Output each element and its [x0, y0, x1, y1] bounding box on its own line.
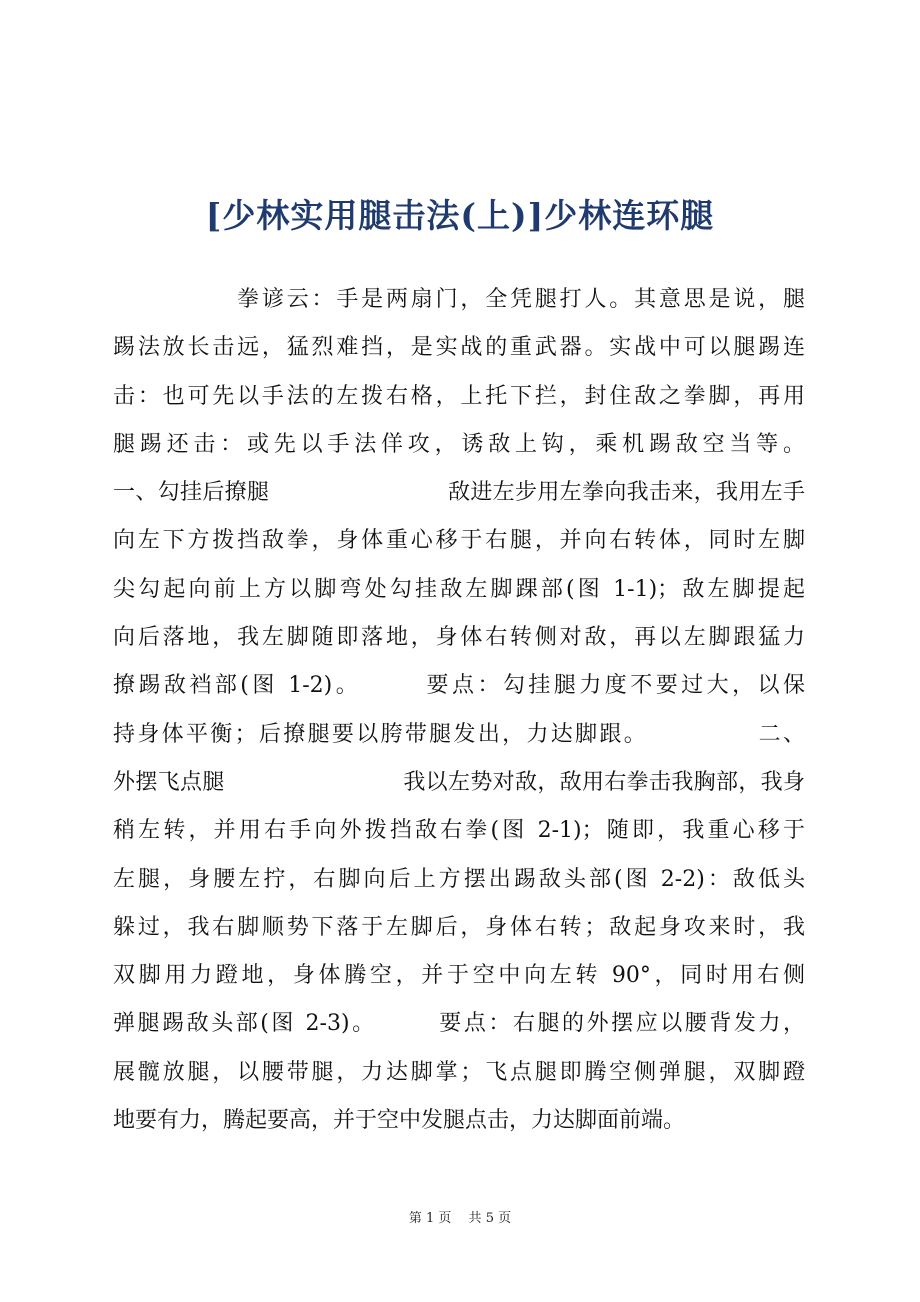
page-footer: 第 1 页 共 5 页 — [408, 1211, 512, 1226]
body-line: 向左下方拨挡敌拳，身体重心移于右腿，并向右转体，同时左脚 — [113, 528, 805, 554]
document-body — [113, 276, 805, 1145]
body-line: 击：也可先以手法的左拨右格，上托下拦，封住敌之拳脚，再用 — [113, 383, 805, 409]
body-line: 弹腿踢敌头部(图 2-3)。 要点：右腿的外摆应以腰背发力， — [113, 1011, 805, 1037]
body-line: 尖勾起向前上方以脚弯处勾挂敌左脚踝部(图 1-1)；敌左脚提起 — [113, 576, 805, 602]
body-line: 左腿，身腰左拧，右脚向后上方摆出踢敌头部(图 2-2)：敌低头 — [113, 866, 805, 892]
body-line: 双脚用力蹬地，身体腾空，并于空中向左转 90°，同时用右侧 — [113, 963, 805, 989]
body-line: 外摆飞点腿 我以左势对敌，敌用右拳击我胸部，我身 — [113, 769, 805, 795]
body-line: 躲过，我右脚顺势下落于左脚后，身体右转；敌起身攻来时，我 — [113, 914, 805, 940]
body-line: 拳谚云：手是两扇门，全凭腿打人。其意思是说，腿 — [113, 287, 805, 312]
body-line: 持身体平衡；后撩腿要以胯带腿发出，力达脚跟。 二、 — [113, 721, 805, 747]
body-line: 展髋放腿，以腰带腿，力达脚掌；飞点腿即腾空侧弹腿，双脚蹬 — [113, 1059, 805, 1085]
body-line: 稍左转，并用右手向外拨挡敌右拳(图 2-1)；随即，我重心移于 — [113, 818, 805, 844]
body-line: 向后落地，我左脚随即落地，身体右转侧对敌，再以左脚跟猛力 — [113, 625, 805, 651]
body-line: 地要有力，腾起要高，并于空中发腿点击，力达脚面前端。 — [113, 1108, 686, 1134]
body-line: 腿踢还击：或先以手法佯攻，诱敌上钩，乘机踢敌空当等。 — [113, 431, 805, 457]
body-line: 一、勾挂后撩腿 敌进左步用左拳向我击来，我用左手 — [113, 480, 805, 506]
body-line: 撩踢敌裆部(图 1-2)。 要点：勾挂腿力度不要过大，以保 — [113, 673, 805, 699]
body-line: 踢法放长击远，猛烈难挡，是实战的重武器。实战中可以腿踢连 — [113, 335, 805, 361]
document-title: [少林实用腿击法(上)]少林连环腿 — [205, 196, 715, 235]
